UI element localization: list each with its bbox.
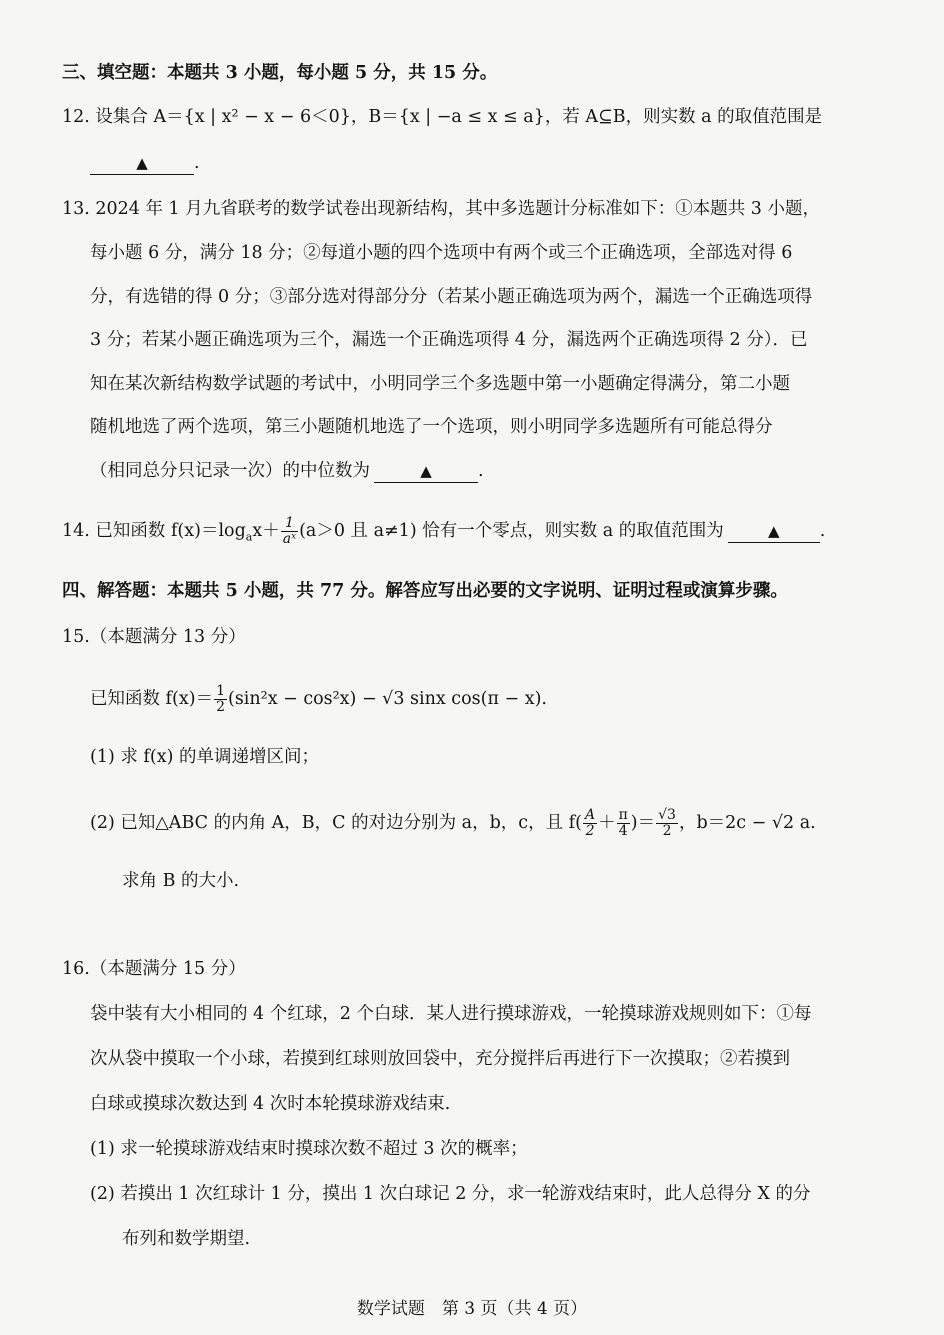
q13-line-3: 分，有选错的得 0 分；③部分选对得部分分（若某小题正确选项为两个，漏选一个正确选项得 [90,287,813,307]
q16-line-1: 袋中装有大小相同的 4 个红球，2 个白球．某人进行摸球游戏，一轮摸球游戏规则如下：①每 [90,1004,812,1024]
q13-line-4: 3 分；若某小题正确选项为三个，漏选一个正确选项得 4 分，漏选两个正确选项得 2 分）．已 [90,330,808,350]
triangle-marker-icon: ▲ [420,462,432,480]
q14-pre: 14. 已知函数 f(x)＝log [62,521,246,541]
q15-part2-post: ，b＝2c − √2 a. [678,813,816,833]
q14-stem [62,516,904,547]
q15-fraction-pi-over-4: $\frac{\pi}{4}$ [618,807,628,839]
q15-part2: (2) 已知△ABC 的内角 A，B，C 的对边分别为 a，b，c，且 f( $\frac{A}{2}$ ＋ $\frac{\pi}{4}$ )＝ $\frac{√3}{2}$ ，b＝2c − √2 a. [90,807,816,839]
q16-part2-line1: (2) 若摸出 1 次红球计 1 分，摸出 1 次白球记 2 分，求一轮游戏结束时，此人总得分 X 的分 [90,1184,811,1204]
q13-answer-blank[interactable] [374,460,478,483]
q14-fraction: $\frac{1}{\text{aˣ}}$ [282,515,297,547]
q14-answer-blank[interactable] [728,520,820,543]
q16-line-3: 白球或摸球次数达到 4 次时本轮摸球游戏结束. [90,1094,451,1114]
q15-part1: (1) 求 f(x) 的单调递增区间； [90,747,319,767]
q13-line-5: 知在某次新结构数学试题的考试中，小明同学三个多选题中第一小题确定得满分，第二小题 [90,374,790,394]
q14-mid: x＋ [252,521,280,541]
q15-half-fraction: $\frac{1}{2}$ [216,683,225,715]
q15-title: 15.（本题满分 13 分） [62,627,246,647]
q16-part1: (1) 求一轮摸球游戏结束时摸球次数不超过 3 次的概率； [90,1139,528,1159]
q13-last-text: （相同总分只记录一次）的中位数为 [90,461,370,481]
q16-line-2: 次从袋中摸取一个小球，若摸到红球则放回袋中，充分搅拌后再进行下一次摸取；②若摸到 [90,1049,790,1069]
q12-end: . [194,153,200,173]
q15-fraction-a-over-2: $\frac{A}{2}$ [584,807,596,839]
page-footer: 数学试题 第 3 页（共 4 页） [356,1299,588,1319]
q15-part2-ask: 求角 B 的大小. [122,871,240,891]
q13-line-6: 随机地选了两个选项，第三小题随机地选了一个选项，则小明同学多选题所有可能总得分 [90,417,773,437]
q13-line-2: 每小题 6 分，满分 18 分；②每道小题的四个选项中有两个或三个正确选项，全部选对得 6 [90,243,793,263]
q13-line-7 [90,458,904,484]
triangle-marker-icon: ▲ [136,154,148,172]
answer-section-header: 四、解答题：本题共 5 小题，共 77 分。解答应写出必要的文字说明、证明过程或演算步骤。 [62,581,788,601]
q14-post: (a＞0 且 a≠1) 恰有一个零点，则实数 a 的取值范围为 [299,521,724,541]
q15-part2-pre: (2) 已知△ABC 的内角 A，B，C 的对边分别为 a，b，c，且 f( [90,813,582,833]
q15-given [90,684,904,715]
q13-end: . [478,461,484,481]
q14-end: . [819,521,826,541]
q15-fraction-sqrt3-over-2: $\frac{√3}{2}$ [658,807,676,839]
q13-line-1: 13. 2024 年 1 月九省联考的数学试卷出现新结构，其中多选题计分标准如下：①本题共 3 小题， [62,199,821,219]
q12-answer-blank[interactable] [90,152,194,175]
triangle-marker-icon: ▲ [767,522,780,540]
q14-log-base: a [245,530,253,544]
q15-given-pre: 已知函数 f(x)＝ [90,689,214,709]
q16-title: 16.（本题满分 15 分） [62,959,246,979]
q12-answer-line [90,150,904,176]
q15-given-post: (sin²x − cos²x) − √3 sinx cos(π − x). [228,689,547,709]
fill-in-section-header: 三、填空题：本题共 3 小题，每小题 5 分，共 15 分。 [62,63,498,83]
q12-stem: 12. 设集合 A＝{x | x² − x − 6＜0}，B＝{x | −a ≤ x ≤ a}，若 A⊆B，则实数 a 的取值范围是 [62,107,823,127]
q16-part2-line2: 布列和数学期望. [122,1229,251,1249]
